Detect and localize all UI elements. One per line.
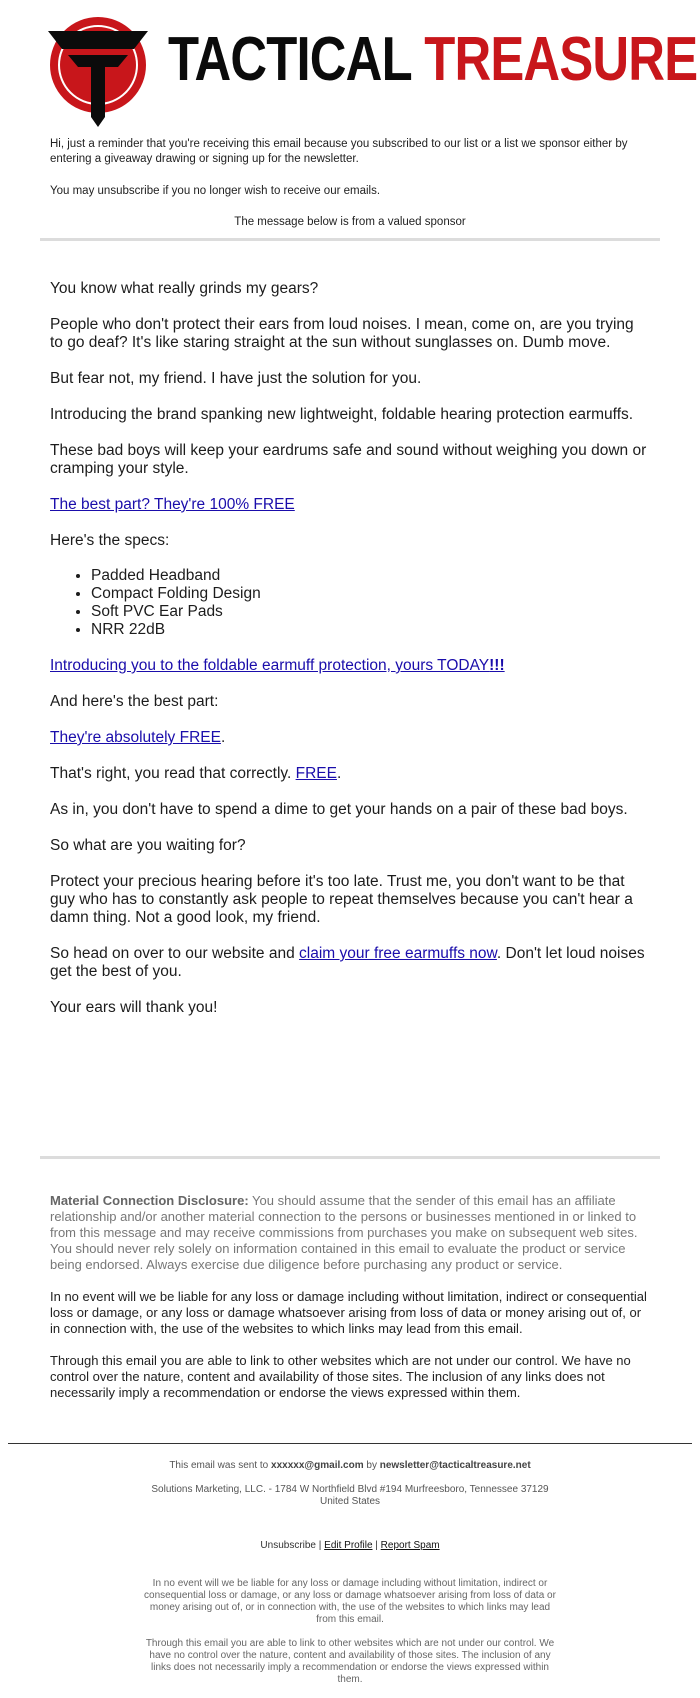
postal-address: Solutions Marketing, LLC. - 1784 W Northfield Blvd #194 Murfreesboro, Tennessee 37129 United States xyxy=(151,1484,549,1507)
disclosure-text: You should assume that the sender of this email has an affiliate relationship and/or another material connection to the persons or businesses mentioned in or linked to from this message and may receive commissions from purchases you make on subsequent web sites. You should never rely solely on information contained in this email to evaluate the product or service being endorsed. Always exercise due diligence before purchasing any product or service. xyxy=(50,1193,638,1272)
introducing-link-text: Introducing you to the foldable earmuff protection, yours TODAY xyxy=(50,657,490,674)
brand-word-tactical: TACTICAL xyxy=(168,25,411,94)
material-disclosure xyxy=(50,1193,650,1273)
absolutely-free-link[interactable]: They're absolutely FREE xyxy=(50,729,221,746)
recipient-email: xxxxxx@gmail.com xyxy=(271,1460,364,1471)
thats-right-text: That's right, you read that correctly. xyxy=(50,765,296,782)
unsubscribe-link[interactable]: Unsubscribe xyxy=(260,1540,316,1551)
report-spam-link[interactable]: Report Spam xyxy=(380,1540,440,1551)
message-p1: You know what really grinds my gears? xyxy=(50,280,319,297)
specs-intro: Here's the specs: xyxy=(50,532,170,549)
link-separator: | xyxy=(316,1540,325,1551)
introducing-link[interactable] xyxy=(50,657,505,674)
disclosure-block xyxy=(50,1193,650,1417)
links-text: Through this email you are able to link to other websites which are not under our control. We have no control over the nature, content and availability of those sites. The inclusion of any links does not necessarily imply a recommendation or endorse the views expressed within them. xyxy=(50,1353,631,1400)
best-part-intro: And here's the best part: xyxy=(50,693,219,710)
footer-links xyxy=(0,1540,700,1552)
claim-earmuffs-link[interactable]: claim your free earmuffs now xyxy=(299,945,497,962)
list-item: • NRR 22dB xyxy=(91,621,650,639)
introducing-paragraph xyxy=(50,657,650,675)
footer-links-notice: Through this email you are able to link to other websites which are not under our control. We have no control over the nature, content and availability of those sites. The inclusion of any links does not necessarily imply a recommendation or endorse the views expressed within them. xyxy=(145,1638,555,1685)
footer-divider xyxy=(8,1443,692,1444)
intro-block xyxy=(50,137,650,216)
head-over-text-2: . Don't let loud noises xyxy=(496,945,645,962)
intro-unsubscribe-note: You may unsubscribe if you no longer wish to receive our emails. xyxy=(50,185,381,197)
sent-prefix: This email was sent to xyxy=(169,1460,272,1471)
message-p4: Introducing the brand spanking new lightweight, foldable hearing protection earmuffs. xyxy=(50,406,634,423)
sender-email: newsletter@tacticaltreasure.net xyxy=(379,1460,531,1471)
edit-profile-link[interactable]: Edit Profile xyxy=(324,1540,373,1551)
disclosure-label: Material Connection Disclosure: xyxy=(50,1193,249,1208)
email-footer xyxy=(0,1460,700,1698)
brand-word-treasure: TREASURE xyxy=(424,25,698,94)
introducing-link-exclaim: !!! xyxy=(489,657,505,674)
sponsor-note: The message below is from a valued sponsor xyxy=(234,216,466,228)
brand-wordmark xyxy=(168,25,698,94)
divider-bottom xyxy=(40,1156,660,1159)
period: . xyxy=(220,729,226,746)
dime-paragraph: As in, you don't have to spend a dime to get your hands on a pair of these bad boys. xyxy=(50,801,628,818)
protect-paragraph: Protect your precious hearing before it's too late. Trust me, you don't want to be that guy who has to constantly ask people to repeat themselves because you can't hear a damn thing. Not a good look, my friend. xyxy=(50,873,633,926)
head-over-text-1: So head on over to our website and xyxy=(50,945,300,962)
thats-right-paragraph xyxy=(50,765,650,783)
message-p2: People who don't protect their ears from loud noises. I mean, come on, are you trying to go deaf? It's like staring straight at the sun without sunglasses on. Dumb move. xyxy=(50,316,634,351)
sent-to-line xyxy=(0,1460,700,1472)
period: . xyxy=(336,765,342,782)
head-over-paragraph xyxy=(50,945,650,981)
divider-top xyxy=(40,238,660,241)
absolutely-free-paragraph xyxy=(50,729,650,747)
message-p3: But fear not, my friend. I have just the solution for you. xyxy=(50,370,422,387)
brand-logo xyxy=(48,9,698,127)
intro-reminder: Hi, just a reminder that you're receiving this email because you subscribed to our list or a list we sponsor either by entering a giveaway drawing or signing up for the newsletter. xyxy=(50,138,628,165)
footer-legal xyxy=(140,1578,560,1686)
free-link[interactable]: FREE xyxy=(295,765,337,782)
logo-emblem-icon xyxy=(48,9,148,127)
list-item: • Soft PVC Ear Pads xyxy=(91,603,650,621)
footer-liability: In no event will we be liable for any loss or damage including without limitation, indirect or consequential loss or damage, or any loss or damage whatsoever arising from loss of data or money arising out of, or in connection with, the use of the websites to which links may lead from this email. xyxy=(144,1578,556,1625)
message-p5: These bad boys will keep your eardrums safe and sound without weighing you down or cramping your style. xyxy=(50,442,647,477)
waiting-paragraph: So what are you waiting for? xyxy=(50,837,246,854)
best-part-link[interactable]: The best part? They're 100% FREE xyxy=(50,496,295,513)
list-item: • Padded Headband xyxy=(91,567,650,585)
specs-list xyxy=(50,567,650,639)
link-separator: | xyxy=(372,1540,381,1551)
list-item: • Compact Folding Design xyxy=(91,585,650,603)
message-body xyxy=(50,280,650,1035)
best-part-paragraph xyxy=(50,496,650,514)
liability-text: In no event will we be liable for any loss or damage including without limitation, indirect or consequential loss or damage, or any loss or damage whatsoever arising from loss of data or money arising out of, or in connection with, the use of the websites to which links may lead from this email. xyxy=(50,1289,647,1336)
sent-by: by xyxy=(363,1460,380,1471)
head-over-text-3: get the best of you. xyxy=(50,963,182,980)
thanks-paragraph: Your ears will thank you! xyxy=(50,999,218,1016)
